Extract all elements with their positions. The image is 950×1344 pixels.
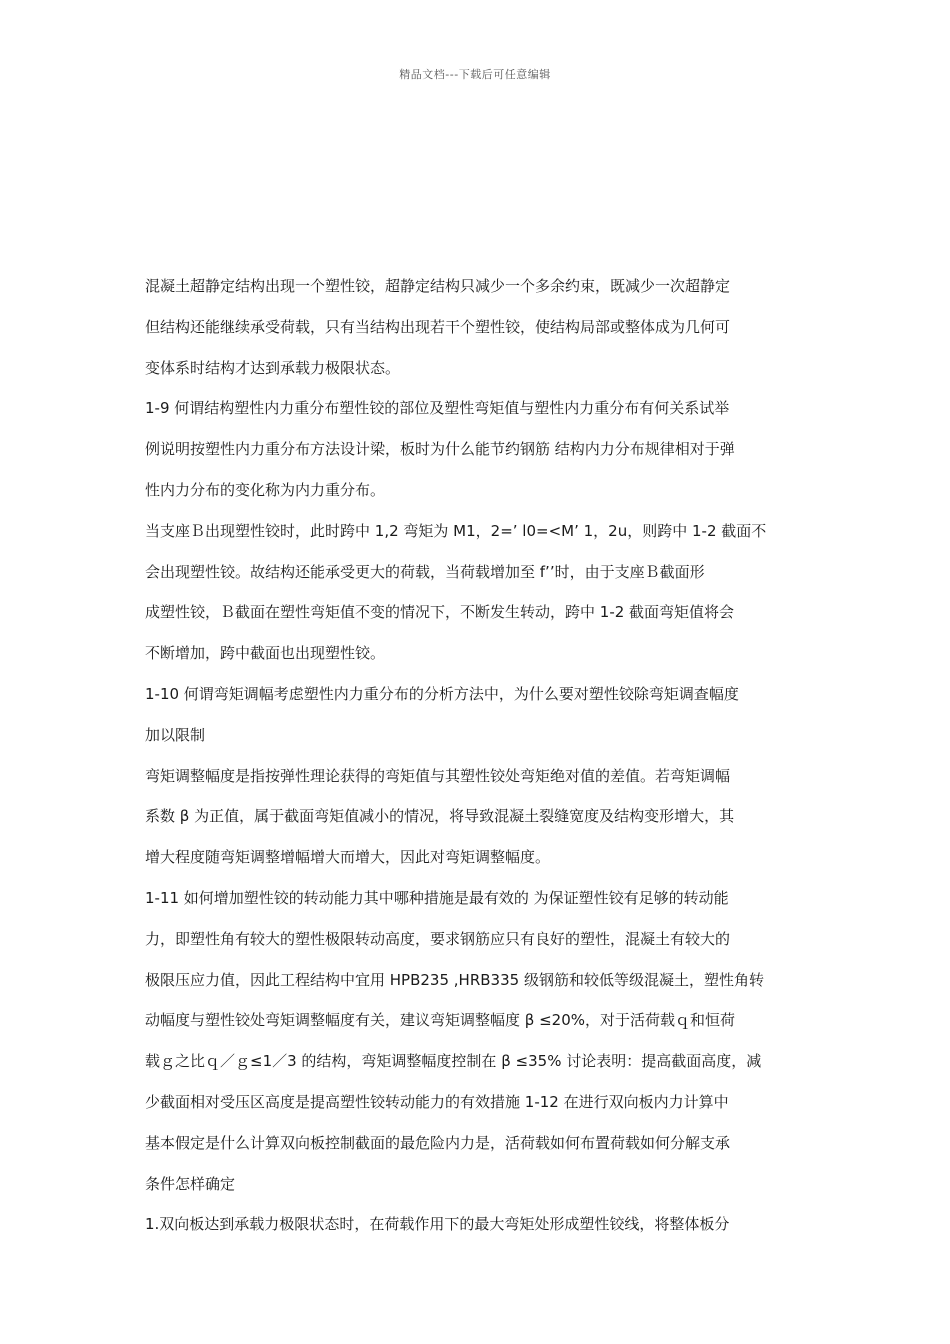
text-line: 1-11 如何增加塑性铰的转动能力其中哪种措施是最有效的 为保证塑性铰有足够的转动能	[145, 888, 729, 907]
text-line: 变体系时结构才达到承载力极限状态。	[145, 358, 401, 377]
text-line: 成塑性铰，Ｂ截面在塑性弯矩值不变的情况下，不断发生转动，跨中 1-2 截面弯矩值将会	[145, 603, 735, 622]
page-header: 精品文档---下载后可任意编辑	[399, 68, 551, 81]
text-line: 力，即塑性角有较大的塑性极限转动高度，要求钢筋应只有良好的塑性，混凝土有较大的	[145, 929, 731, 948]
text-line: 1-10 何谓弯矩调幅考虑塑性内力重分布的分析方法中，为什么要对塑性铰除弯矩调查幅度	[145, 684, 739, 703]
text-line: 不断增加，跨中截面也出现塑性铰。	[145, 644, 386, 663]
text-line: 条件怎样确定	[145, 1174, 236, 1193]
text-line: 弯矩调整幅度是指按弹性理论获得的弯矩值与其塑性铰处弯矩绝对值的差值。若弯矩调幅	[145, 766, 731, 785]
text-line: 载ｇ之比ｑ／ｇ≤1／3 的结构，弯矩调整幅度控制在 β ≤35% 讨论表明：提高截面高度，减	[145, 1052, 762, 1071]
text-line: 动幅度与塑性铰处弯矩调整幅度有关，建议弯矩调整幅度 β ≤20%，对于活荷载ｑ和恒荷	[145, 1011, 736, 1030]
text-line: 加以限制	[145, 725, 206, 744]
text-line: 但结构还能继续承受荷载，只有当结构出现若干个塑性铰，使结构局部或整体成为几何可	[145, 317, 731, 336]
text-line: 例说明按塑性内力重分布方法设计梁，板时为什么能节约钢筋 结构内力分布规律相对于弹	[145, 440, 735, 459]
text-line: 极限压应力值，因此工程结构中宜用 HPB235 ,HRB335 级钢筋和较低等级混凝土，塑性角转	[145, 970, 764, 989]
text-line: 1-9 何谓结构塑性内力重分布塑性铰的部位及塑性弯矩值与塑性内力重分布有何关系试举	[145, 399, 730, 418]
text-line: 会出现塑性铰。故结构还能承受更大的荷载，当荷载增加至 f’’时，由于支座Ｂ截面形	[145, 562, 705, 581]
text-line: 混凝土超静定结构出现一个塑性铰，超静定结构只减少一个多余约束，既减少一次超静定	[145, 277, 731, 295]
text-line: 少截面相对受压区高度是提高塑性铰转动能力的有效措施 1-12 在进行双向板内力计算中	[145, 1092, 729, 1111]
text-line: 系数 β 为正值，属于截面弯矩值减小的情况，将导致混凝土裂缝宽度及结构变形增大，其	[145, 807, 735, 826]
text-line: 当支座Ｂ出现塑性铰时，此时跨中 1,2 弯矩为 M1，2=’ l0=<M’ 1，2u，则跨中 1-2 截面不	[145, 521, 767, 540]
text-line: 增大程度随弯矩调整增幅增大而增大，因此对弯矩调整幅度。	[145, 848, 551, 867]
document-body	[145, 272, 810, 1251]
text-line: 1.双向板达到承载力极限状态时，在荷载作用下的最大弯矩处形成塑性铰线，将整体板分	[145, 1215, 730, 1234]
text-line: 性内力分布的变化称为内力重分布。	[145, 480, 386, 499]
text-line: 基本假定是什么计算双向板控制截面的最危险内力是，活荷载如何布置荷载如何分解支承	[145, 1133, 731, 1152]
